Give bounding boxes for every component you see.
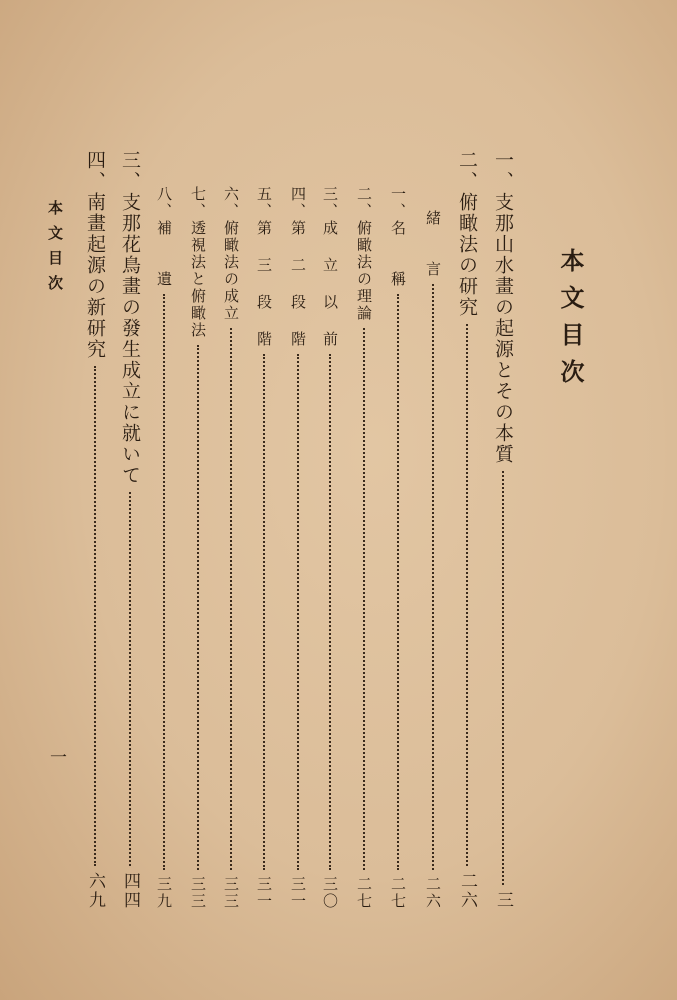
toc-entry-page: 三 [493,891,513,910]
dot-leader [502,471,504,885]
toc-entry-page: 六九 [85,872,105,910]
toc-entry [457,150,476,910]
dot-leader [297,354,299,870]
page-number: 一 [46,748,66,765]
toc-entry-title: 八、補 遺 [155,186,173,288]
toc-entry-title: 三、成 立 以 前 [321,186,339,348]
dot-leader [432,284,434,870]
toc-entry-title: 二、俯瞰法の理論 [355,186,373,322]
dot-leader [397,294,399,870]
running-head: 本文目次 [46,200,64,300]
toc-entry-page: 三一 [289,876,307,910]
toc-entry [425,210,440,910]
dot-leader [94,366,96,866]
toc-entry-title: 五、第 三 段 階 [255,186,273,348]
toc-entry [356,186,371,910]
dot-leader [129,492,131,866]
dot-leader [197,345,199,870]
toc-entry [156,186,171,910]
toc-entry-title: 四、南畫起源の新研究 [84,150,106,360]
toc-entry [256,186,271,910]
toc-entry-page: 三九 [155,876,173,910]
toc-entry-page: 三三 [189,876,207,910]
dot-leader [263,354,265,870]
page-title: 本文目次 [556,248,585,396]
toc-entry-title: 一、名 稱 [389,186,407,288]
toc-entry-title: 六、俯瞰法の成立 [222,186,240,322]
toc-entry-page: 三〇 [321,876,339,910]
toc-entry-title: 緒 言 [424,210,442,278]
toc-entry-page: 三三 [222,876,240,910]
toc-entry [390,186,405,910]
toc-entry-title: 一、支那山水畫の起源とその本質 [492,150,514,465]
toc-entry-page: 四四 [120,872,140,910]
toc-entry-title: 三、支那花鳥畫の發生成立に就いて [119,150,141,486]
toc-entry [223,186,238,910]
toc-entry [120,150,139,910]
toc-entry [85,150,104,910]
toc-entry-page: 二六 [424,876,442,910]
toc-entry-page: 三一 [255,876,273,910]
toc-entry [190,186,205,910]
toc-entry [290,186,305,910]
toc-entry-title: 四、第 二 段 階 [289,186,307,348]
dot-leader [466,324,468,866]
toc-entry-title: 二、俯瞰法の研究 [456,150,478,318]
toc-entry [493,150,512,910]
dot-leader [163,294,165,870]
dot-leader [230,328,232,870]
toc-entry-title: 七、透視法と俯瞰法 [189,186,207,339]
dot-leader [329,354,331,870]
toc-entry-page: 二七 [355,876,373,910]
dot-leader [363,328,365,870]
toc-entry [322,186,337,910]
toc-entry-page: 二七 [389,876,407,910]
toc-entry-page: 二六 [457,872,477,910]
